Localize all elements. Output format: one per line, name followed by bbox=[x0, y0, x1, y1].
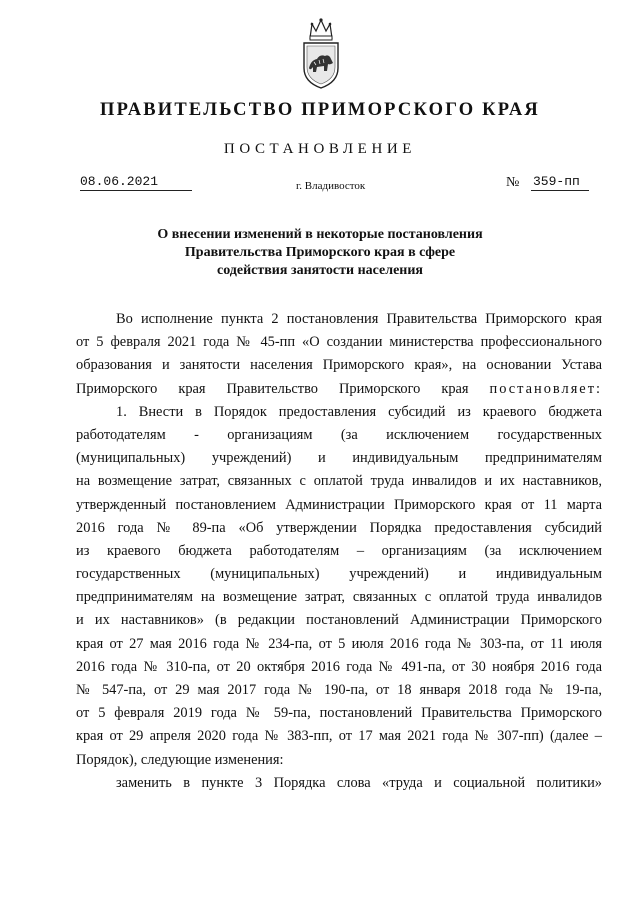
body-line: Порядок), следующие изменения: bbox=[76, 751, 284, 768]
title-line: Правительства Приморского края в сфере bbox=[184, 245, 456, 260]
body-text: Приморского края Правительство Приморского края bbox=[76, 380, 490, 397]
body-line: (муниципальных) учреждений) и индивидуальным предпринимателям bbox=[76, 450, 602, 467]
government-name: ПРАВИТЕЛЬСТВО ПРИМОРСКОГО КРАЯ bbox=[99, 100, 540, 120]
body-line: от 5 февраля 2019 года № 59-па, постановлений Правительства Приморского bbox=[76, 705, 602, 722]
document-number: 359-пп bbox=[531, 174, 589, 191]
document-meta bbox=[0, 174, 640, 196]
body-line: от 5 февраля 2021 года № 45-пп «О создании министерства профессионального bbox=[76, 334, 602, 351]
body-line bbox=[76, 378, 602, 401]
body-line: и их наставников» (в редакции постановлений Администрации Приморского bbox=[76, 612, 602, 629]
body-line: образования и занятости населения Приморского края», на основании Устава bbox=[76, 357, 602, 374]
title-line: О внесении изменений в некоторые постановления bbox=[157, 227, 483, 242]
body-line: 2016 года № 310-па, от 20 октября 2016 года № 491-па, от 30 ноября 2016 года bbox=[76, 658, 602, 675]
body-line: работодателям - организациям (за исключением государственных bbox=[76, 426, 602, 443]
body-line: на возмещение затрат, связанных с оплатой труда инвалидов и их наставников, bbox=[76, 473, 602, 490]
body-line: предпринимателям на возмещение затрат, связанных с оплатой труда инвалидов bbox=[76, 589, 602, 606]
document-date: 08.06.2021 bbox=[80, 174, 192, 191]
body-line: из краевого бюджета работодателям – организациям (за исключением bbox=[76, 542, 602, 559]
number-sign: № bbox=[506, 175, 520, 190]
title-line: содействия занятости населения bbox=[216, 263, 424, 278]
body-line: утвержденный постановлением Администрации Приморского края от 11 марта bbox=[76, 496, 602, 513]
body-line: заменить в пункте 3 Порядка слова «труда и социальной политики» bbox=[116, 774, 602, 791]
coat-of-arms-emblem bbox=[300, 16, 342, 90]
body-line: 1. Внести в Порядок предоставления субсидий из краевого бюджета bbox=[116, 403, 602, 420]
document-body bbox=[76, 308, 602, 795]
body-line: 2016 года № 89-па «Об утверждении Порядка предоставления субсидий bbox=[76, 519, 602, 536]
document-title bbox=[0, 226, 640, 280]
body-line: Во исполнение пункта 2 постановления Правительства Приморского края bbox=[116, 311, 602, 327]
body-line: № 547-па, от 29 мая 2017 года № 190-па, от 18 января 2018 года № 19-па, bbox=[76, 682, 602, 698]
body-line: края от 27 мая 2016 года № 234-па, от 5 июля 2016 года № 303-па, от 11 июля bbox=[76, 635, 602, 652]
document-type: ПОСТАНОВЛЕНИЕ bbox=[223, 141, 417, 157]
body-line: края от 29 апреля 2020 года № 383-пп, от 17 мая 2021 года № 307-пп) (далее – bbox=[76, 728, 602, 745]
body-line: государственных (муниципальных) учреждений) и индивидуальным bbox=[76, 566, 602, 583]
decree-verb: постановляет: bbox=[489, 380, 602, 397]
document-city: г. Владивосток bbox=[296, 180, 366, 192]
